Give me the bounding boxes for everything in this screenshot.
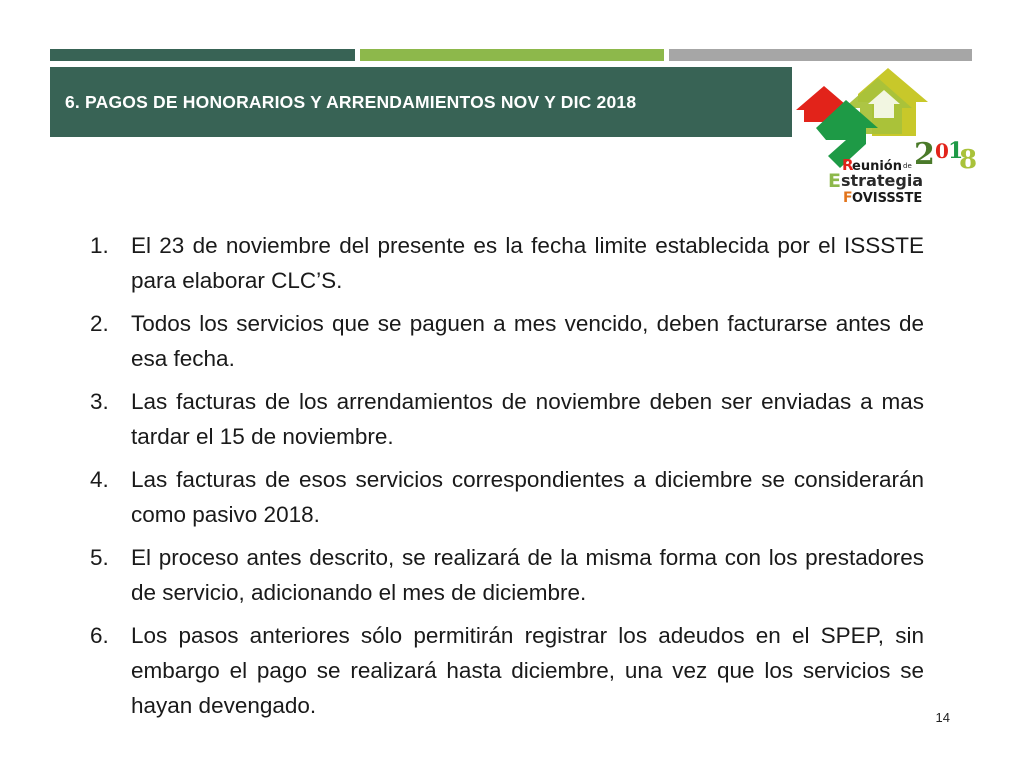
page-title: 6. PAGOS DE HONORARIOS Y ARRENDAMIENTOS NOV Y DIC 2018: [65, 91, 637, 112]
list-item-number: 2.: [90, 311, 109, 336]
list-item-text: Las facturas de los arrendamientos de noviembre deben ser enviadas a mas tardar el 15 de noviembre.: [131, 389, 924, 449]
reunion-estrategia-logo: [796, 64, 982, 210]
logo-graphic: [796, 64, 982, 210]
list-item: [90, 384, 924, 454]
page-number: 14: [935, 710, 950, 725]
logo-line1-initial: R: [842, 156, 854, 174]
list-item: [90, 540, 924, 610]
top-bar-dark-green: [50, 49, 355, 61]
logo-year-digit-2: 2: [914, 137, 935, 172]
list-item-text: Las facturas de esos servicios correspondientes a diciembre se considerarán como pasivo 2018.: [131, 467, 924, 527]
list-item-number: 3.: [90, 389, 109, 414]
top-bar-gray: [669, 49, 972, 61]
logo-line2-initial: E: [828, 170, 841, 192]
top-bar-light-green: [360, 49, 664, 61]
logo-line2-text: strategia: [841, 171, 924, 190]
list-item-number: 5.: [90, 545, 109, 570]
list-item-number: 4.: [90, 467, 109, 492]
list-item-text: Los pasos anteriores sólo permitirán registrar los adeudos en el SPEP, sin embargo el pago se realizará hasta diciembre, una vez que los servicios se hayan devengado.: [131, 623, 924, 718]
logo-year-digit-8: 8: [959, 145, 978, 175]
logo-year-digit-1: 1: [948, 138, 964, 164]
list-item: [90, 228, 924, 298]
logo-line3-text: OVISSSTE: [852, 191, 923, 206]
list-item: [90, 306, 924, 376]
numbered-list: [90, 228, 924, 731]
list-item: [90, 462, 924, 532]
list-item-text: Todos los servicios que se paguen a mes vencido, deben facturarse antes de esa fecha.: [131, 311, 924, 371]
logo-year-digit-0: 0: [935, 139, 949, 163]
list-item-number: 6.: [90, 623, 109, 648]
list-item: [90, 618, 924, 723]
list-item-number: 1.: [90, 233, 109, 258]
logo-line1-small: de: [903, 162, 912, 170]
list-item-text: El proceso antes descrito, se realizará de la misma forma con los prestadores de servicio, adicionando el mes de diciembre.: [131, 545, 924, 605]
logo-line3-initial: F: [843, 190, 853, 206]
logo-line1-text: eunión: [852, 159, 902, 174]
title-band: [50, 67, 792, 137]
list-item-text: El 23 de noviembre del presente es la fecha limite establecida por el ISSSTE para elaborar CLC’S.: [131, 233, 924, 293]
